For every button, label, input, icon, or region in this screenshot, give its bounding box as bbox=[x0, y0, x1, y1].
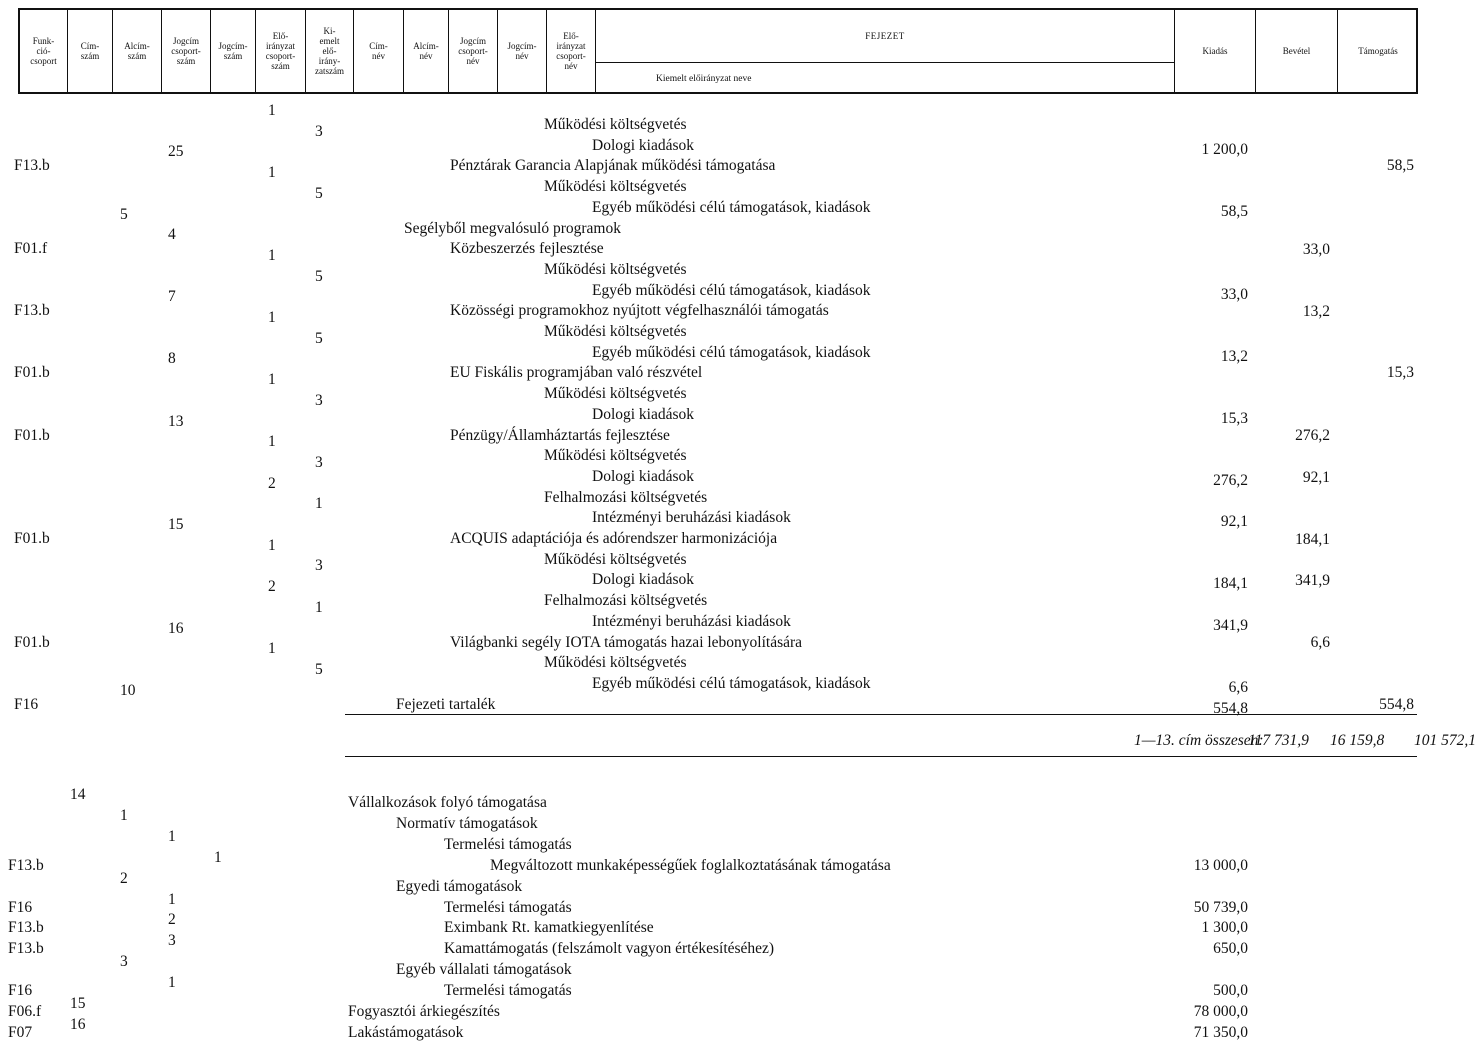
row-number: 1 bbox=[268, 102, 276, 119]
row-number: 3 bbox=[120, 953, 128, 971]
header-tamogatas: Támogatás bbox=[1358, 46, 1398, 56]
table-header bbox=[18, 8, 1418, 94]
row-name: Intézményi beruházási kiadások bbox=[592, 509, 791, 527]
total-rule-top bbox=[345, 714, 1417, 715]
row-number: 14 bbox=[70, 786, 86, 803]
row-name: Működési költségvetés bbox=[544, 260, 687, 278]
row-name: Eximbank Rt. kamatkiegyenlítése bbox=[444, 919, 654, 937]
row-bevetel: 92,1 bbox=[1302, 468, 1330, 486]
header-kiemelt-eloiranyzat-szam: Ki- emelt elő- irány- zatszám bbox=[306, 10, 354, 92]
row-kiadas: 276,2 bbox=[1213, 471, 1248, 489]
row-number: 16 bbox=[168, 619, 184, 637]
row-number: 5 bbox=[315, 329, 323, 347]
header-eloiranyzat-csoport-szam: Elő- irányzat csoport- szám bbox=[256, 10, 306, 92]
row-name: Egyéb működési célú támogatások, kiadások bbox=[592, 343, 871, 361]
row-name: Segélyből megvalósuló programok bbox=[404, 219, 621, 237]
row-kiadas: 500,0 bbox=[1213, 982, 1248, 1000]
row-name: Felhalmozási költségvetés bbox=[544, 488, 708, 506]
row-number: 1 bbox=[315, 598, 323, 616]
header-jogcim-csoport-szam: Jogcím csoport- szám bbox=[162, 10, 211, 92]
row-name: Működési költségvetés bbox=[544, 654, 687, 672]
row-kiadas: 33,0 bbox=[1220, 285, 1248, 303]
row-kiadas: 650,0 bbox=[1213, 940, 1248, 958]
row-number: 8 bbox=[168, 350, 176, 368]
row-number: 15 bbox=[70, 995, 86, 1012]
row-number: 5 bbox=[315, 267, 323, 285]
row-name: Fogyasztói árkiegészítés bbox=[348, 1003, 500, 1020]
row-number: 1 bbox=[315, 495, 323, 513]
row-kiadas: 92,1 bbox=[1220, 513, 1248, 531]
row-kiadas: 58,5 bbox=[1220, 202, 1248, 220]
row-number: 1 bbox=[268, 640, 276, 658]
row-name: Működési költségvetés bbox=[544, 447, 687, 465]
row-name: Intézményi beruházási kiadások bbox=[592, 612, 791, 630]
row-kiadas: 554,8 bbox=[1213, 699, 1248, 717]
row-bevetel: 184,1 bbox=[1295, 530, 1330, 548]
row-number: 15 bbox=[168, 516, 184, 533]
row-name: Dologi kiadások bbox=[592, 571, 695, 589]
row-name: Fejezeti tartalék bbox=[396, 695, 496, 713]
total-bevetel: 16 159,8 bbox=[1330, 732, 1385, 749]
row-name: Kamattámogatás (felszámolt vagyon értékesítéséhez) bbox=[444, 940, 775, 958]
row-funkcio: F01.b bbox=[14, 530, 50, 547]
row-name: Pénzügy/Államháztartás fejlesztése bbox=[450, 426, 670, 444]
row-number: 1 bbox=[168, 890, 176, 908]
row-name: Dologi kiadások bbox=[592, 405, 695, 423]
header-jogcim-nev: Jogcím- név bbox=[498, 10, 547, 92]
row-kiadas: 1 300,0 bbox=[1201, 919, 1248, 937]
row-number: 3 bbox=[168, 932, 176, 950]
row-number: 5 bbox=[315, 660, 323, 678]
row-funkcio: F01.b bbox=[14, 426, 50, 444]
row-bevetel: 33,0 bbox=[1302, 240, 1330, 258]
row-funkcio: F13.b bbox=[8, 919, 44, 937]
row-name: ACQUIS adaptációja és adórendszer harmonizációja bbox=[450, 530, 778, 547]
row-name: Működési költségvetés bbox=[544, 178, 687, 196]
row-bevetel: 276,2 bbox=[1295, 427, 1330, 445]
row-kiadas: 341,9 bbox=[1213, 616, 1248, 634]
header-eloiranyzat-csoport-nev: Elő- irányzat csoport- név bbox=[547, 10, 596, 92]
total-label: 1—13. cím összesen: bbox=[1134, 732, 1264, 749]
header-funkcio-csoport: Funk- ció- csoport bbox=[20, 10, 68, 92]
total-tamogatas: 101 572,1 bbox=[1414, 732, 1476, 749]
row-funkcio: F07 bbox=[8, 1023, 33, 1041]
row-funkcio: F01.f bbox=[14, 240, 48, 258]
row-number: 3 bbox=[315, 453, 323, 471]
row-number: 5 bbox=[315, 184, 323, 202]
row-funkcio: F13.b bbox=[14, 157, 50, 175]
row-name: Normatív támogatások bbox=[396, 814, 538, 832]
row-funkcio: F13.b bbox=[8, 940, 44, 958]
header-bevetel: Bevétel bbox=[1256, 10, 1338, 92]
row-number: 3 bbox=[315, 557, 323, 575]
row-number: 7 bbox=[168, 288, 176, 306]
row-kiadas: 184,1 bbox=[1213, 575, 1248, 593]
row-name: Termelési támogatás bbox=[444, 835, 572, 853]
row-bevetel: 13,2 bbox=[1302, 303, 1330, 320]
row-name: Felhalmozási költségvetés bbox=[544, 592, 708, 610]
row-funkcio: F06.f bbox=[8, 1003, 42, 1020]
row-name: Világbanki segély IOTA támogatás hazai lebonyolítására bbox=[450, 633, 803, 651]
row-funkcio: F16 bbox=[14, 695, 39, 713]
total-kiadas: 117 731,9 bbox=[1248, 732, 1309, 749]
row-kiadas: 13 000,0 bbox=[1193, 856, 1248, 874]
row-number: 1 bbox=[120, 806, 128, 824]
row-number: 1 bbox=[268, 371, 276, 389]
header-jogcim-csoport-nev: Jogcím csoport- név bbox=[449, 10, 498, 92]
row-name: Termelési támogatás bbox=[444, 982, 572, 1000]
header-kiemelt-nev: Kiemelt előirányzat neve bbox=[656, 73, 752, 84]
row-name: EU Fiskális programjában való részvétel bbox=[450, 364, 703, 382]
row-kiadas: 50 739,0 bbox=[1193, 898, 1248, 916]
header-jogcim-szam: Jogcím- szám bbox=[211, 10, 256, 92]
row-number: 10 bbox=[120, 681, 136, 699]
row-funkcio: F16 bbox=[8, 898, 33, 916]
row-number: 3 bbox=[315, 122, 323, 140]
row-number: 13 bbox=[168, 412, 184, 430]
row-name: Megváltozott munkaképességűek foglalkoztatásának támogatása bbox=[490, 856, 891, 874]
row-bevetel: 6,6 bbox=[1310, 634, 1330, 652]
row-funkcio: F13.b bbox=[14, 302, 50, 320]
row-number: 1 bbox=[268, 164, 276, 182]
row-number: 2 bbox=[268, 474, 276, 492]
row-number: 25 bbox=[168, 143, 184, 161]
row-name: Működési költségvetés bbox=[544, 116, 687, 133]
row-number: 1 bbox=[214, 848, 222, 866]
row-name: Egyéb működési célú támogatások, kiadások bbox=[592, 674, 871, 692]
row-name: Közösségi programokhoz nyújtott végfelhasználói támogatás bbox=[450, 302, 829, 320]
row-funkcio: F16 bbox=[8, 982, 33, 1000]
row-kiadas: 1 200,0 bbox=[1201, 140, 1248, 158]
row-funkcio: F01.b bbox=[14, 633, 50, 651]
row-number: 1 bbox=[268, 309, 276, 326]
row-tamogatas: 58,5 bbox=[1386, 157, 1414, 175]
row-name: Dologi kiadások bbox=[592, 467, 695, 485]
row-number: 4 bbox=[168, 226, 176, 244]
header-kiadas: Kiadás bbox=[1174, 10, 1256, 92]
header-alcim-szam: Alcím- szám bbox=[113, 10, 162, 92]
row-tamogatas: 554,8 bbox=[1379, 695, 1414, 713]
header-fejezet: FEJEZET bbox=[596, 10, 1174, 63]
row-number: 2 bbox=[168, 911, 176, 929]
row-funkcio: F13.b bbox=[8, 856, 44, 874]
row-name: Vállalkozások folyó támogatása bbox=[348, 794, 547, 811]
row-name: Dologi kiadások bbox=[592, 136, 695, 154]
row-kiadas: 6,6 bbox=[1228, 678, 1248, 696]
row-number: 5 bbox=[120, 205, 128, 223]
row-number: 16 bbox=[70, 1015, 86, 1033]
row-name: Működési költségvetés bbox=[544, 550, 687, 568]
row-name: Pénztárak Garancia Alapjának működési támogatása bbox=[450, 157, 776, 175]
row-kiadas: 71 350,0 bbox=[1193, 1023, 1248, 1041]
row-kiadas: 15,3 bbox=[1220, 409, 1248, 427]
header-alcim-nev: Alcím- név bbox=[404, 10, 449, 92]
row-tamogatas: 15,3 bbox=[1386, 364, 1414, 382]
row-number: 1 bbox=[168, 974, 176, 992]
row-bevetel: 341,9 bbox=[1295, 572, 1330, 590]
row-name: Termelési támogatás bbox=[444, 898, 572, 916]
header-cim-szam: Cím- szám bbox=[68, 10, 113, 92]
row-name: Működési költségvetés bbox=[544, 323, 687, 340]
row-number: 2 bbox=[268, 578, 276, 596]
row-name: Lakástámogatások bbox=[348, 1023, 464, 1041]
row-name: Működési költségvetés bbox=[544, 385, 687, 403]
row-kiadas: 78 000,0 bbox=[1193, 1003, 1248, 1020]
row-number: 1 bbox=[168, 827, 176, 845]
row-number: 3 bbox=[315, 391, 323, 409]
row-name: Egyedi támogatások bbox=[396, 877, 523, 895]
row-number: 1 bbox=[268, 246, 276, 264]
row-number: 1 bbox=[268, 433, 276, 451]
row-kiadas: 13,2 bbox=[1220, 347, 1248, 365]
total-rule-bottom bbox=[345, 756, 1417, 757]
row-number: 2 bbox=[120, 869, 128, 887]
row-funkcio: F01.b bbox=[14, 364, 50, 382]
row-name: Közbeszerzés fejlesztése bbox=[450, 240, 604, 258]
row-name: Egyéb működési célú támogatások, kiadások bbox=[592, 198, 871, 216]
header-cim-nev: Cím- név bbox=[354, 10, 404, 92]
row-number: 1 bbox=[268, 536, 276, 554]
row-name: Egyéb vállalati támogatások bbox=[396, 961, 572, 979]
row-name: Egyéb működési célú támogatások, kiadások bbox=[592, 281, 871, 299]
